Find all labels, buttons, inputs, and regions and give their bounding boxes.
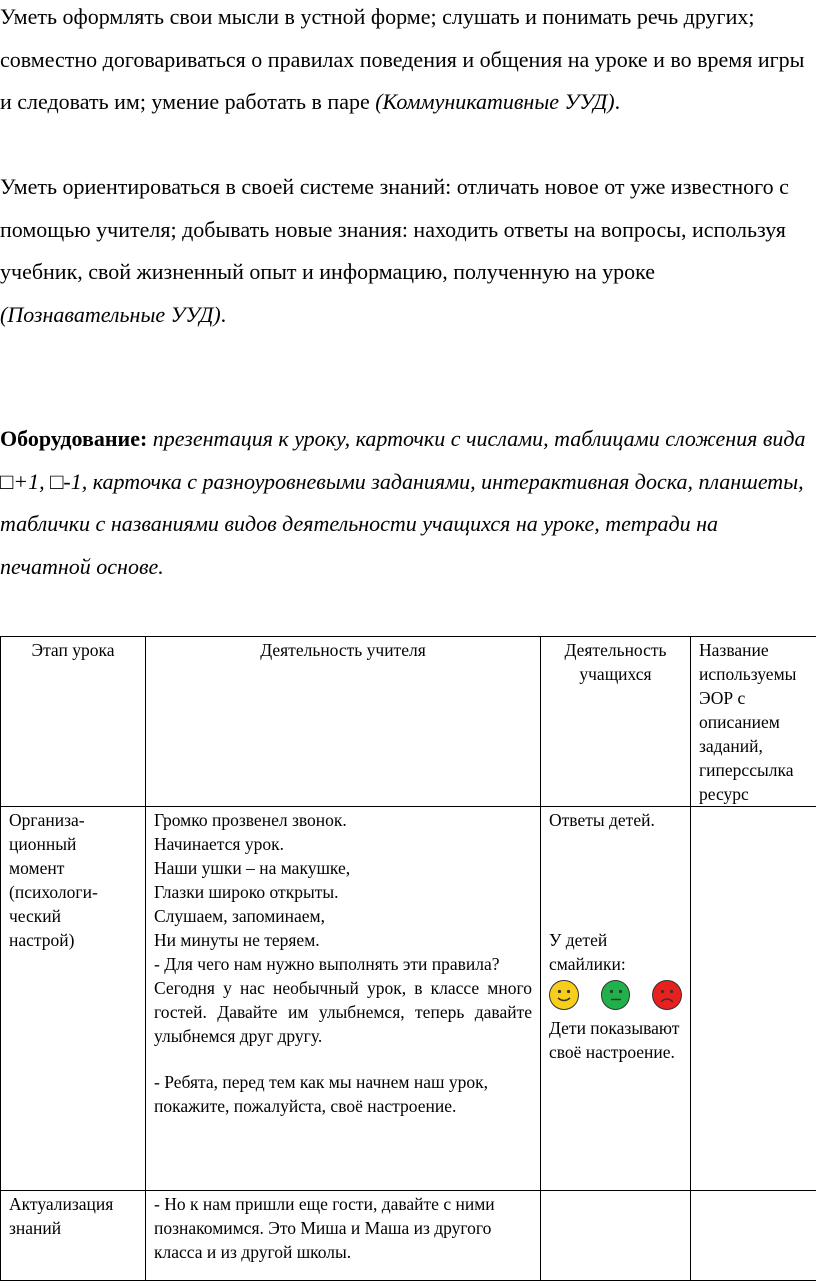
mood-request: - Ребята, перед тем как мы начнем наш урок, покажите, пожалуйста, своё настроение. — [154, 1070, 532, 1118]
cognitive-paragraph — [0, 166, 812, 336]
guests-text: Сегодня у нас необычный урок, в классе много гостей. Давайте им улыбнемся, теперь давайте улыбнемся друг другу. — [154, 976, 532, 1048]
greeting-poem: Громко прозвенел звонок. Начинается урок. Наши ушки – на макушке, Глазки широко открыты. Слушаем, запоминаем, Ни минуты не теряем. — [154, 808, 532, 952]
communicative-text: Уметь оформлять свои мысли в устной форме; слушать и понимать речь других; совместно договариваться о правилах поведения и общения на уроке и во время игры и следовать им; умение работать в паре — [0, 4, 804, 114]
row2-stage: Актуализация знаний — [1, 1191, 146, 1281]
row2-students — [541, 1191, 691, 1281]
communicative-end: . — [615, 89, 621, 114]
cognitive-text: Уметь ориентироваться в своей системе знаний: отличать новое от уже известного с помощью учителя; добывать новые знания: находить ответы на вопросы, используя учебник, свой жизненный опыт и информацию, полученную на уроке — [0, 174, 789, 284]
header-eor: Название используемы ЭОР с описанием заданий, гиперссылка ресурс — [691, 637, 816, 807]
row1-students — [541, 807, 691, 1191]
rules-question: - Для чего нам нужно выполнять эти правила? — [154, 952, 532, 976]
row2-teacher: - Но к нам пришли еще гости, давайте с ними познакомимся. Это Миша и Маша из другого класса и из другой школы. — [146, 1191, 541, 1281]
happy-smiley-icon — [549, 980, 579, 1010]
neutral-smiley-icon — [601, 980, 631, 1010]
row1-teacher — [146, 807, 541, 1191]
communicative-label: (Коммуникативные УУД) — [375, 89, 614, 114]
row1-stage: Организа- ционный момент (психологи- ческий настрой) — [1, 807, 146, 1191]
communicative-paragraph — [0, 0, 812, 124]
equipment-text: презентация к уроку, карточки с числами, таблицами сложения вида □+1, □-1, карточка с разноуровневыми заданиями, интерактивная доска, планшеты, таблички с названиями видов деятельности учащихся на уроке, тетради на печатной основе. — [0, 426, 806, 579]
header-students: Деятельность учащихся — [541, 637, 691, 807]
header-teacher: Деятельность учителя — [146, 637, 541, 807]
equipment-label: Оборудование: — [0, 426, 147, 451]
equipment-paragraph — [0, 418, 812, 588]
children-answers: Ответы детей. — [549, 808, 682, 832]
table-header-row — [1, 637, 816, 807]
sad-smiley-icon — [652, 980, 682, 1010]
row1-eor — [691, 807, 816, 1191]
children-show-mood: Дети показывают своё настроение. — [549, 1016, 682, 1064]
cognitive-label: (Познавательные УУД) — [0, 302, 221, 327]
smileys-label: У детей смайлики: — [549, 928, 682, 976]
header-stage: Этап урока — [1, 637, 146, 807]
cognitive-end: . — [221, 302, 227, 327]
table-row — [1, 1191, 816, 1281]
smileys-row — [549, 980, 682, 1010]
lesson-table — [0, 636, 816, 1281]
row2-eor — [691, 1191, 816, 1281]
table-row — [1, 807, 816, 1191]
